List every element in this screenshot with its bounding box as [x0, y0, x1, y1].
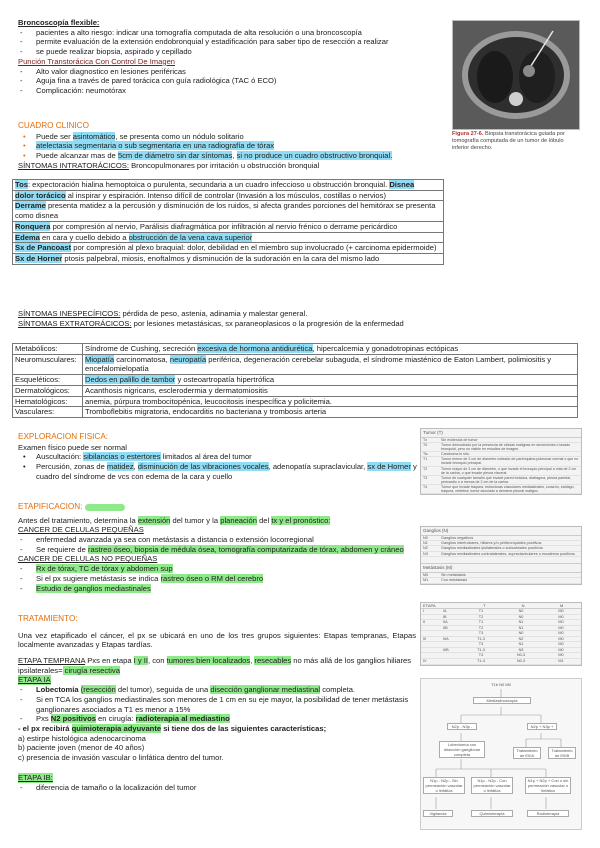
- text: : expectoración hialina hemoptoica o purulenta, secundaria a un cuadro infeccioso u obstrucción bronquial.: [27, 180, 388, 189]
- quimio-b: b) paciente joven (menor de 40 años): [18, 743, 145, 753]
- exploracion-intro: Examen físico puede ser normal: [18, 442, 127, 452]
- table-cell-term: Neuromusculares:: [13, 354, 83, 374]
- tnm-table: [420, 428, 582, 495]
- tratamiento-section: [18, 614, 416, 792]
- stage-rows: [421, 609, 581, 664]
- ct-scan-figure: [452, 20, 580, 130]
- cpp-title: CANCER DE CELULAS PEQUEÑAS: [18, 525, 144, 535]
- table-cell: [13, 221, 444, 232]
- text: Se requiere de: [36, 544, 88, 554]
- table-cell: N0: [518, 614, 524, 619]
- extratoracicos-line: [18, 319, 578, 329]
- highlight: resecables: [254, 655, 292, 665]
- table-row: [13, 254, 444, 265]
- table-cell: [13, 243, 444, 254]
- table-cell: N2: [423, 546, 428, 551]
- n-table: [420, 526, 582, 585]
- cuadro-list: [18, 132, 446, 161]
- table-row: [13, 407, 578, 418]
- highlight: Miopatía: [85, 354, 115, 364]
- text: ,: [250, 655, 255, 665]
- text: Si el px sugiere metástasis se indica: [36, 573, 161, 583]
- table-cell: Ganglios mediastinales contralaterales, supraclaviculares o escalenos positivos: [441, 551, 575, 556]
- label: SÍNTOMAS INESPECÍFICOS:: [18, 309, 121, 318]
- text: del tumor), seguida de una: [115, 685, 211, 695]
- text: periférica, degeneración cerebelar subaguda, el síndrome miasténico de Eaton Lambert, polimiositis y encefalomielopatía: [85, 354, 552, 374]
- table-cell: [441, 642, 461, 647]
- table-cell: N0-3: [516, 653, 526, 658]
- etapa-ia-list: [18, 685, 416, 724]
- flow-n1pos: N1p - N2p - Con permeación vascular o linfática: [471, 777, 513, 794]
- highlight: extensión: [137, 515, 171, 525]
- table-cell: Carcinoma in situ.: [441, 452, 470, 457]
- table-cell: [421, 626, 441, 631]
- table-cell: Ganglios mediastinales ipsilaterales o subcarinales positivos: [441, 546, 543, 551]
- table-cell: [421, 631, 441, 636]
- label: SÍNTOMAS EXTRATORÁCICOS:: [18, 318, 132, 328]
- highlight: 5cm de diámetro sin dar síntomas: [117, 150, 233, 160]
- table-cell: [441, 659, 461, 664]
- highlight-mark: [85, 504, 125, 511]
- quimio-a: a) estirpe histológica adenocarcinoma: [18, 733, 146, 743]
- text: en cirugía:: [95, 714, 136, 724]
- text: Pxs en etapa: [85, 655, 134, 665]
- text: y cuadro del síndrome de vcs con edema de la cara y cuello: [36, 461, 417, 481]
- table-cell: M0: [423, 572, 429, 577]
- highlight: disección ganglionar mediastinal: [210, 685, 321, 695]
- list-item: [18, 452, 418, 462]
- text: , adenopatía supraclavicular,: [268, 461, 368, 471]
- table-cell: III: [423, 636, 427, 641]
- table-cell: Tromboflebitis migratoria, endocarditis no bacteriana y trombosis arteria: [83, 407, 578, 418]
- term: dolor torácico: [15, 190, 66, 200]
- text: carcinomatosa,: [114, 354, 170, 364]
- term: Disnea: [389, 180, 415, 189]
- table-cell: M0: [558, 642, 564, 647]
- table-cell: Con metástasis: [441, 578, 468, 583]
- list-item: [18, 584, 418, 594]
- etapa-ia-label: ETAPA IA: [18, 675, 51, 685]
- table-cell: M0: [558, 653, 564, 658]
- table-cell: Tx: [423, 437, 427, 442]
- list-item: [18, 574, 418, 584]
- table-cell: N3: [518, 647, 524, 652]
- cuadro-title: CUADRO CLINICO: [18, 121, 89, 130]
- quimio-line: [18, 724, 416, 734]
- intra-symptoms-table: [12, 179, 444, 265]
- table-row: [13, 396, 578, 407]
- table-cell: M0: [558, 609, 564, 614]
- table-cell: N1: [518, 625, 524, 630]
- list-item: [18, 685, 416, 695]
- label: ETAPA TEMPRANA: [18, 655, 86, 665]
- table-row: [421, 443, 581, 452]
- table-cell: Sin evidencia de tumor: [441, 437, 478, 442]
- table-cell: [421, 648, 441, 653]
- highlight: cirugía resectiva: [62, 665, 120, 675]
- highlight: I y II: [133, 655, 149, 665]
- tratamiento-intro: Una vez etapificado el cáncer, el px se ubicará en uno de los tres grupos siguientes: Etapas tempranas, Etapas localmente avanzadas y Etapas tardías.: [18, 630, 416, 650]
- table-row: [13, 221, 444, 232]
- table-cell: Tumor menor de 3 cm de diámetro rodeado de parénquima pulmonar normal o que no invade bronquio principal.: [441, 457, 579, 466]
- list-item: [18, 564, 418, 574]
- etapificacion-intro: [18, 516, 418, 526]
- table-cell: [83, 354, 578, 374]
- table-cell: [13, 190, 444, 201]
- flow-vig: Vigilancia: [423, 810, 453, 817]
- text: por compresión al plexo braquial: dolor, debilidad en el miembro sup involucrado (+ carcinoma epidermoide): [71, 243, 437, 253]
- intra-heading: [18, 161, 446, 171]
- text: - el px recibirá: [18, 723, 72, 733]
- table-cell: Sin metástasis: [441, 572, 466, 577]
- flow-n2neg: N2p - N3p -: [447, 723, 477, 730]
- table-cell: M0: [558, 620, 564, 625]
- table-cell: M1: [423, 578, 429, 583]
- text: Puede alcanzar mas de: [36, 150, 118, 160]
- cpp-list: [18, 535, 418, 554]
- list-item: - permite evaluación de la extensión endobronquial y estadificación para saber tipo de resección a realizar: [18, 37, 438, 47]
- flow-quimio: Quimioterapia: [471, 810, 513, 817]
- table-row: [421, 476, 581, 485]
- text: presenta matidez a la percusión y disminución de los ruidos, si afecta grandes porciones del hemitórax se presenta como disnea: [15, 201, 436, 221]
- list-item: [18, 714, 416, 724]
- table-row: [421, 467, 581, 476]
- flow-n1neg: N1p - N2p - Sin permeación vascular o linfática: [423, 777, 465, 794]
- text: ptosis palpebral, miosis, enoftalmos y disminución de la sudoración en la cara del mismo lado: [62, 254, 380, 264]
- term: Ronquera: [15, 221, 51, 231]
- m-rows: [421, 573, 581, 584]
- figure-caption-label: Figura 27-6.: [452, 131, 484, 137]
- puncion-title: Punción Transtorácica Con Control De Imagen: [18, 56, 176, 66]
- table-cell: I: [423, 609, 425, 614]
- text: si tiene dos de las siguientes características;: [161, 723, 327, 733]
- tnm-header: Tumor (T): [421, 429, 581, 438]
- term: Edema: [15, 232, 40, 242]
- table-cell: IIIA: [443, 636, 449, 641]
- highlight: rastreo óseo, biopsia de médula ósea, tomografía computarizada de tórax, abdomen y cráneo: [87, 544, 404, 554]
- table-cell: Ganglios intertrobares, hiliares y/o peribronquiales positivos: [441, 541, 542, 546]
- table-cell: T1: [478, 620, 484, 625]
- table-row: [13, 344, 578, 355]
- table-row: [13, 375, 578, 386]
- table-cell: Tumor que invade tráquea, estructuras vasculares mediastinales, corazón, esófago, tráquea, vértebra; tumor asociado a derrame pleural maligno.: [441, 485, 575, 494]
- highlight: Estudio de ganglios mediastinales: [36, 583, 151, 593]
- highlight: Dedos en palillo de tambor: [85, 375, 176, 385]
- table-cell: M0: [558, 625, 564, 630]
- highlight: sibilancias o estertores: [83, 452, 161, 462]
- table-cell: [83, 375, 578, 386]
- table-row: [13, 180, 444, 191]
- text: , se presenta como un nódulo solitario: [115, 131, 244, 141]
- table-cell: N2: [518, 636, 524, 641]
- text: Pxs: [36, 714, 51, 724]
- broncoscopia-section: [18, 18, 438, 96]
- table-cell: T2: [478, 625, 484, 630]
- etapa-ib-list: [18, 783, 416, 793]
- table-row: [13, 201, 444, 221]
- text: al inspirar y espiración. Intenso difícil de controlar (Invasión a los músculos, costillas o nervios): [65, 190, 386, 200]
- table-cell: [13, 254, 444, 265]
- table-cell: M0: [558, 631, 564, 636]
- flow-tx-eia: Tratamiento de EIIIA: [513, 747, 541, 759]
- highlight: rastreo óseo o RM del cerebro: [160, 573, 264, 583]
- table-cell: Ganglios negativos: [441, 535, 474, 540]
- etapa-temprana: [18, 656, 416, 675]
- table-cell: Tumor demostrado por la presencia de células malignas en secreciones o lavado bronquial, pero no visible en estudios de imagen.: [441, 442, 571, 451]
- table-cell: anemia, púrpura trombocitopénica, leucocitosis inespecífica y policitemia.: [83, 396, 578, 407]
- table-cell: Tis: [423, 452, 428, 457]
- treatment-flowchart: [420, 678, 582, 830]
- table-cell: T3: [478, 642, 484, 647]
- text: completa.: [320, 685, 356, 695]
- table-cell: IIIB: [443, 647, 449, 652]
- broncoscopia-list: [18, 28, 438, 57]
- etapificacion-section: [18, 502, 418, 593]
- term: Derrame: [15, 201, 46, 211]
- table-cell: IA: [443, 609, 447, 614]
- extra-table: [12, 343, 578, 418]
- table-cell: T4: [423, 485, 428, 489]
- text: pérdida de peso, astenia, adinamia y malestar general.: [120, 309, 308, 318]
- tnm-rows: [421, 438, 581, 495]
- figure-caption-text: Biopsia transtorácica guiada por tomografía computada de un tumor de lóbulo inferior derecho.: [452, 131, 565, 151]
- highlight: asintomático: [72, 131, 116, 141]
- m-header: Metástasis (M): [421, 563, 581, 573]
- table-cell: [421, 642, 441, 647]
- table-cell: M0: [558, 636, 564, 641]
- etapificacion-title: ETAPIFICACION:: [18, 502, 83, 511]
- table-row: [13, 190, 444, 201]
- table-row: [421, 578, 581, 583]
- table-header-cell: T: [483, 603, 486, 608]
- highlight: N2 positivos: [50, 714, 96, 724]
- table-cell: T1: [423, 457, 428, 462]
- table-cell: M1: [558, 659, 564, 664]
- table-cell: M0: [558, 614, 564, 619]
- figure-caption: [452, 131, 582, 152]
- list-item: [18, 545, 418, 555]
- table-cell: IV: [423, 659, 427, 664]
- table-cell: T4: [478, 653, 484, 658]
- table-cell-term: Dermatológicos:: [13, 385, 83, 396]
- table-cell: [83, 344, 578, 355]
- cnp-title: CANCER DE CELULAS NO PEQUEÑAS: [18, 554, 158, 564]
- tratamiento-title: TRATAMIENTO:: [18, 614, 78, 623]
- table-cell: IIA: [443, 620, 448, 625]
- table-cell: [421, 653, 441, 658]
- table-cell: T1-3: [477, 636, 485, 641]
- table-cell: N0: [423, 535, 428, 540]
- highlight: matidez: [106, 461, 134, 471]
- term: Tos: [15, 180, 28, 189]
- table-row: [421, 552, 581, 557]
- table-cell: IB: [443, 614, 447, 619]
- table-cell: IIB: [443, 625, 448, 630]
- highlight: disminución de las vibraciones vocales: [137, 461, 269, 471]
- table-header-cell: N: [521, 603, 525, 608]
- table-cell: N0-3: [516, 659, 526, 664]
- highlight: Rx de tórax, TC de tórax y abdomen sup: [36, 564, 173, 574]
- n-rows: [421, 536, 581, 557]
- table-cell-term: Vasculares:: [13, 407, 83, 418]
- text: del tumor y la: [170, 515, 221, 525]
- table-cell: T1-4: [477, 659, 485, 664]
- extra-symptoms-table: [12, 343, 578, 418]
- table-header-cell: M: [560, 603, 564, 608]
- table-cell: T0: [423, 442, 428, 447]
- text: Percusión, zonas de: [36, 461, 107, 471]
- table-cell: N1: [518, 642, 524, 647]
- flow-top: T1b N0 M0: [491, 682, 511, 687]
- table-cell: N3: [423, 551, 428, 556]
- text: por compresión al nervio, Parálisis diafragmática por infiltración al nervio frénico o derrame pericárdico: [50, 221, 398, 231]
- table-cell: T1-3: [477, 647, 485, 652]
- table-row: [13, 232, 444, 243]
- text: ,: [232, 150, 237, 160]
- text: Auscultación:: [36, 452, 84, 462]
- text: del: [256, 515, 272, 525]
- table-row: [421, 457, 581, 466]
- exploracion-title: EXPLORACION FISICA:: [18, 432, 109, 441]
- exploracion-section: [18, 432, 418, 481]
- table-cell: M0: [558, 647, 564, 652]
- intra-table: [12, 179, 444, 265]
- stage-table: [420, 602, 582, 666]
- list-item: - Aguja fina a través de pared torácica con guía radiológica (TAC ó ECO): [18, 76, 438, 86]
- table-row: [421, 485, 581, 494]
- list-item: [18, 151, 446, 161]
- highlight: obstrucción de la vena cava superior: [128, 232, 253, 242]
- table-cell: T3: [478, 631, 484, 636]
- sintomas-section: [18, 309, 578, 328]
- table-cell-term: Esqueléticos:: [13, 375, 83, 386]
- table-cell: T1: [478, 609, 484, 614]
- highlight: excesiva de hormona antidiurética: [197, 344, 313, 353]
- highlight: planeación: [220, 515, 257, 525]
- table-cell: Acanthosis nigricans, esclerodermia y dermatomiositis: [83, 385, 578, 396]
- table-cell-term: Hematológicos:: [13, 396, 83, 407]
- highlight: tumores bien localizados: [166, 655, 251, 665]
- table-cell: [13, 232, 444, 243]
- etapa-ib-label: ETAPA IB:: [18, 772, 53, 782]
- list-item: [18, 141, 446, 151]
- ct-scan-image: [453, 21, 579, 129]
- list-item: - enfermedad avanzada ya sea con metástasis a distancia o extensión locorregional: [18, 535, 418, 545]
- highlight: atelectasia segmentaria o sub segmentaria en una radiografía de tórax: [36, 141, 275, 151]
- highlight: (resección: [80, 685, 116, 695]
- highlight: sx de Horner: [367, 461, 411, 471]
- broncoscopia-title: Broncoscopía flexible:: [18, 18, 100, 27]
- label: SÍNTOMAS INTRATORÁCICOS:: [18, 160, 129, 170]
- table-cell: T2: [478, 614, 484, 619]
- table-cell: N0: [518, 609, 524, 614]
- table-cell: II: [423, 620, 426, 625]
- text: limitados al área del tumor: [160, 452, 252, 462]
- table-row: [421, 659, 581, 665]
- text: ,: [133, 461, 138, 471]
- text: , con: [148, 655, 167, 665]
- text: Antes del tratamiento, determina la: [18, 515, 138, 525]
- list-item: [18, 132, 446, 142]
- table-cell: Tumor mayor de 3 cm de diámetro, o que invade el bronquio principal a más de 2 cm de la carina, o que invade pleura visceral.: [441, 466, 577, 475]
- inespecificos-line: [18, 309, 578, 319]
- flow-tx-eib: Tratamiento de EIIIB: [548, 747, 576, 759]
- table-cell: [441, 631, 461, 636]
- highlight: si no produce un cuadro obstructivo bronquial.: [236, 150, 393, 160]
- puncion-list: [18, 67, 438, 96]
- list-item: - diferencia de tamaño o la localización del tumor: [18, 783, 416, 793]
- table-cell: [441, 653, 461, 658]
- flow-n2p: N1p + N2p + Con o sin permeación vascular o linfática: [525, 777, 571, 794]
- table-cell: N1: [518, 620, 524, 625]
- list-item: [18, 462, 418, 481]
- table-row: [13, 385, 578, 396]
- table-cell: [13, 180, 444, 191]
- highlight: radioterapia al mediastino: [135, 714, 230, 724]
- n-header: Ganglios (N): [421, 527, 581, 536]
- highlight: quimioterapia adyuvante: [71, 723, 162, 733]
- cnp-list: [18, 564, 418, 593]
- table-cell: Tumor de cualquier tamaño que invade pared torácica, diafragma, pleura parietal, pericardio o a menos de 2 cm de la carina.: [441, 475, 571, 484]
- table-cell: N1: [423, 541, 428, 546]
- flow-lobectomia: Lobectomía con disección ganglionar completa: [439, 741, 485, 758]
- table-row: [13, 354, 578, 374]
- table-header-cell: ETAPA: [423, 603, 436, 608]
- text: Broncopulmonares por irritación u obstrucción bronquial: [128, 160, 320, 170]
- list-item: - Alto valor diagnostico en lesiones periféricas: [18, 67, 438, 77]
- table-cell: N0: [518, 631, 524, 636]
- exploracion-list: [18, 452, 418, 481]
- list-item: - Complicación: neumotórax: [18, 86, 438, 96]
- label: Lobectomía: [36, 685, 79, 695]
- flow-mediastino: Mediastinoscopia: [473, 697, 531, 704]
- list-item: - Si en TCA los ganglios mediastinales son menores de 1 cm en su eje mayor, la posibilidad de tener metástasis ganglionares asociados a T1 es menor a 15%: [18, 695, 416, 714]
- quimio-c: c) presencia de invasión vascular o linfática dentro del tumor.: [18, 753, 224, 763]
- list-item: - pacientes a alto riesgo: indicar una tomografía computada de alta resolución o una broncoscopía: [18, 28, 438, 38]
- table-row: [13, 243, 444, 254]
- flow-radio: Radioterapia: [527, 810, 569, 817]
- text: Puede ser: [36, 131, 73, 141]
- highlight: tx y el pronóstico:: [271, 515, 331, 525]
- text: por lesiones metastásicas, sx paraneoplasicos o la progresión de la enfermedad: [131, 318, 404, 328]
- text: , hipercalcemia y gonadotropinas ectópicas: [312, 344, 459, 353]
- highlight: neuropatía: [169, 354, 207, 364]
- table-cell-term: Metabólicos:: [13, 344, 83, 355]
- text: y osteoartropatía hipertrófica: [175, 375, 275, 385]
- table-cell: [421, 615, 441, 620]
- text: no más allá de los ganglios hiliares ipsilaterales=: [18, 655, 412, 675]
- text: en cara y cuello debido a: [39, 232, 129, 242]
- flow-n2pos: N2p + N3p +: [527, 723, 557, 730]
- table-cell: T2: [423, 466, 428, 471]
- term: Sx de Horner: [15, 254, 63, 264]
- table-cell: [13, 201, 444, 221]
- text: Síndrome de Cushing, secreción: [85, 344, 198, 353]
- etapificacion-heading: [18, 502, 418, 513]
- list-item: - se puede realizar biopsia, aspirado y cepillado: [18, 47, 438, 57]
- table-cell: T3: [423, 475, 428, 480]
- cuadro-clinico-section: [18, 121, 446, 170]
- term: Sx de Pancoast: [15, 243, 72, 253]
